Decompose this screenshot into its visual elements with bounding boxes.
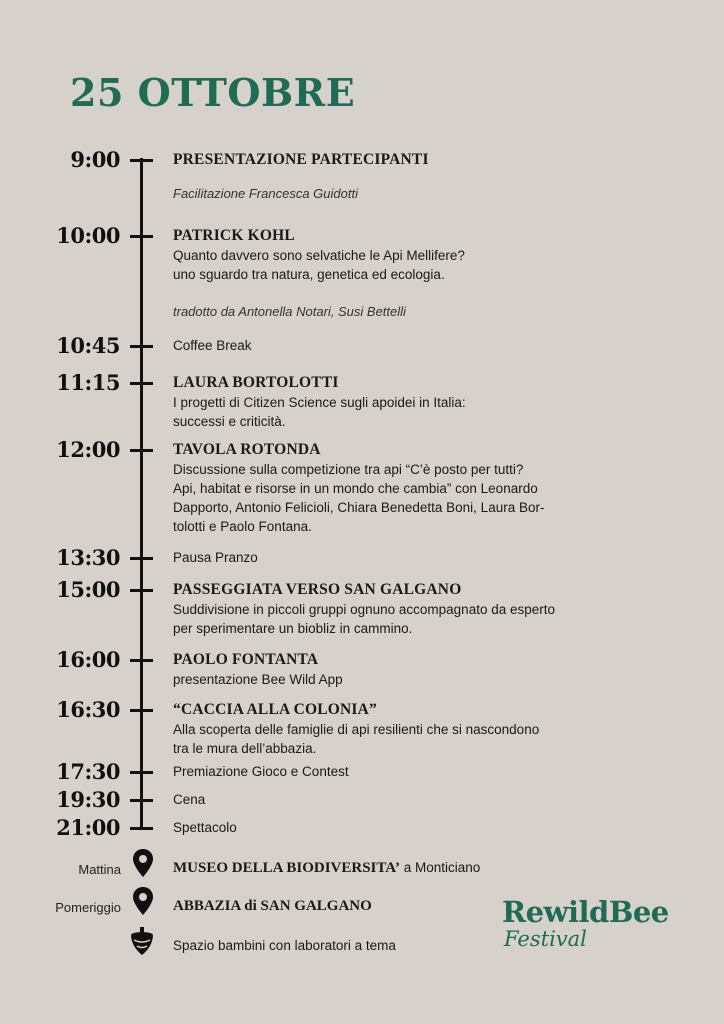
event-text-line: Quanto davvero sono selvatiche le Api Mellifere? bbox=[173, 248, 465, 263]
event-time: 17:30 bbox=[56, 759, 120, 784]
timeline-tick bbox=[130, 659, 153, 662]
timeline-tick bbox=[130, 235, 153, 238]
event-time: 19:30 bbox=[56, 787, 120, 812]
event-text-line: Cena bbox=[173, 792, 206, 807]
event-time: 10:00 bbox=[56, 223, 120, 248]
timeline-line bbox=[140, 158, 143, 830]
event-title: TAVOLA ROTONDA bbox=[173, 441, 321, 458]
event-note: Facilitazione Francesca Guidotti bbox=[173, 186, 358, 201]
location-place: ABBAZIA di SAN GALGANO bbox=[173, 898, 372, 914]
event-text-line: Api, habitat e risorse in un mondo che cambia” con Leonardo bbox=[173, 481, 538, 496]
timeline-tick bbox=[130, 771, 153, 774]
event-text-line: per sperimentare un biobliz in cammino. bbox=[173, 621, 413, 636]
location-suffix: a Monticiano bbox=[400, 860, 481, 875]
event-title: PATRICK KOHL bbox=[173, 227, 295, 244]
event-text-line: Spettacolo bbox=[173, 820, 237, 835]
event-text-line: Pausa Pranzo bbox=[173, 550, 258, 565]
event-time: 13:30 bbox=[56, 545, 120, 570]
event-text-line: presentazione Bee Wild App bbox=[173, 672, 343, 687]
brand-subtitle: Festival bbox=[504, 927, 587, 951]
spinning-top-icon bbox=[128, 925, 156, 959]
event-text-line: tolotti e Paolo Fontana. bbox=[173, 519, 312, 534]
location-label: Pomeriggio bbox=[55, 900, 121, 915]
brand-name: RewildBee bbox=[502, 895, 669, 929]
event-content bbox=[173, 440, 643, 536]
event-content bbox=[173, 580, 643, 638]
event-content bbox=[173, 700, 643, 758]
event-content bbox=[173, 650, 643, 689]
event-text-line: Suddivisione in piccoli gruppi ognuno accompagnato da esperto bbox=[173, 602, 556, 617]
event-text-line: uno sguardo tra natura, genetica ed ecologia. bbox=[173, 267, 445, 282]
event-content bbox=[173, 150, 643, 203]
timeline-tick bbox=[130, 827, 153, 830]
timeline-tick bbox=[130, 345, 153, 348]
location-label: Mattina bbox=[78, 862, 121, 877]
map-pin-icon bbox=[131, 848, 155, 878]
event-content bbox=[173, 226, 643, 321]
timeline-tick bbox=[130, 449, 153, 452]
event-content bbox=[173, 336, 643, 355]
event-time: 15:00 bbox=[56, 577, 120, 602]
event-title: PASSEGGIATA VERSO SAN GALGANO bbox=[173, 581, 462, 598]
event-time: 11:15 bbox=[56, 370, 120, 395]
event-content bbox=[173, 762, 643, 781]
event-content bbox=[173, 548, 643, 567]
event-text-line: Discussione sulla competizione tra api “C’è posto per tutti? bbox=[173, 462, 524, 477]
location-place: MUSEO DELLA BIODIVERSITA’ bbox=[173, 860, 400, 876]
event-content bbox=[173, 818, 643, 837]
event-text-line: Alla scoperta delle famiglie di api resilienti che si nascondono bbox=[173, 722, 540, 737]
timeline-tick bbox=[130, 557, 153, 560]
brand-logo bbox=[502, 895, 669, 951]
timeline-tick bbox=[130, 159, 153, 162]
timeline-tick bbox=[130, 589, 153, 592]
location-text bbox=[173, 860, 480, 877]
event-text-line: successi e criticità. bbox=[173, 414, 286, 429]
timeline-tick bbox=[130, 382, 153, 385]
event-content bbox=[173, 373, 643, 431]
event-text-line: I progetti di Citizen Science sugli apoidei in Italia: bbox=[173, 395, 466, 410]
event-content bbox=[173, 790, 643, 809]
kids-text: Spazio bambini con laboratori a tema bbox=[173, 938, 396, 953]
event-title: “CACCIA ALLA COLONIA” bbox=[173, 701, 378, 718]
event-text-line: tra le mura dell’abbazia. bbox=[173, 741, 317, 756]
event-time: 12:00 bbox=[56, 437, 120, 462]
event-time: 9:00 bbox=[70, 147, 120, 172]
event-title: PRESENTAZIONE PARTECIPANTI bbox=[173, 151, 429, 168]
event-text-line: Premiazione Gioco e Contest bbox=[173, 764, 349, 779]
event-title: LAURA BORTOLOTTI bbox=[173, 374, 339, 391]
event-time: 21:00 bbox=[56, 815, 120, 840]
event-text-line: Coffee Break bbox=[173, 338, 252, 353]
event-text-line: Dapporto, Antonio Felicioli, Chiara Benedetta Boni, Laura Bor- bbox=[173, 500, 545, 515]
location-text bbox=[173, 898, 372, 915]
event-time: 10:45 bbox=[56, 333, 120, 358]
timeline-tick bbox=[130, 709, 153, 712]
page-title: 25 OTTOBRE bbox=[70, 70, 356, 115]
event-title: PAOLO FONTANTA bbox=[173, 651, 319, 668]
event-note: tradotto da Antonella Notari, Susi Bettelli bbox=[173, 304, 406, 319]
timeline-tick bbox=[130, 799, 153, 802]
event-time: 16:00 bbox=[56, 647, 120, 672]
event-time: 16:30 bbox=[56, 697, 120, 722]
map-pin-icon bbox=[131, 886, 155, 916]
